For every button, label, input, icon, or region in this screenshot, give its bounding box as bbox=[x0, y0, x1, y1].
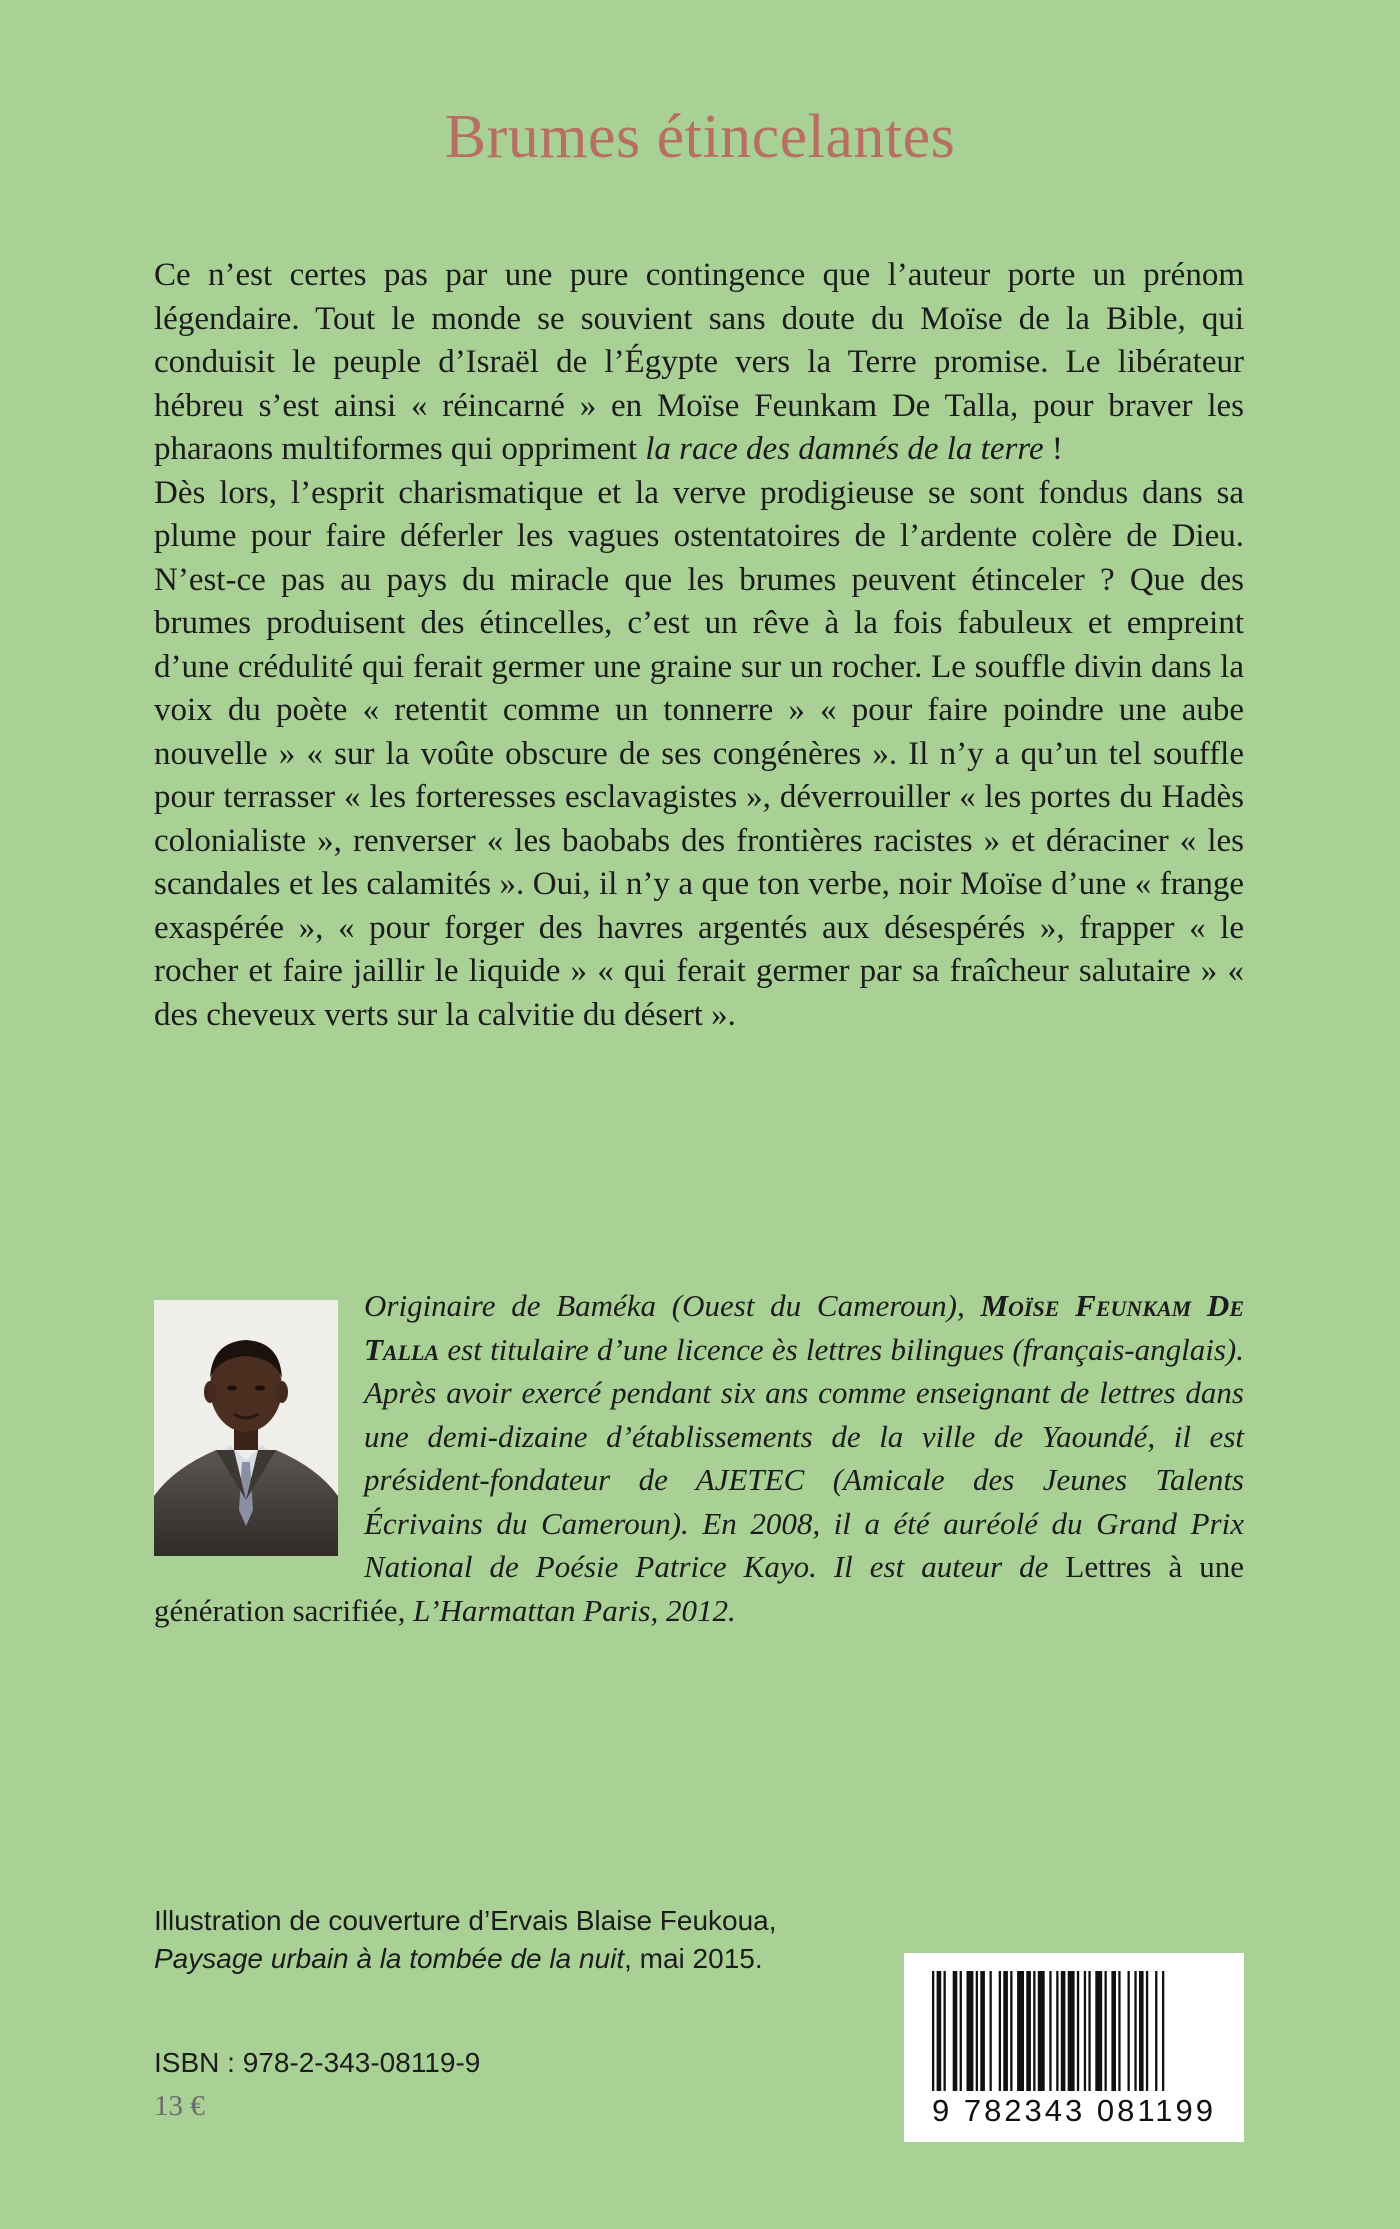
barcode-bar bbox=[1010, 1971, 1012, 2091]
barcode-bar bbox=[932, 1971, 934, 2091]
barcode-bar bbox=[1146, 1971, 1148, 2091]
barcode-bar bbox=[1095, 1971, 1102, 2091]
barcode-bar bbox=[1118, 1971, 1120, 2091]
barcode-bar bbox=[1056, 1971, 1058, 2091]
barcode-bar bbox=[1111, 1971, 1116, 2091]
barcode-bar bbox=[1162, 1971, 1164, 2091]
barcode-bar bbox=[953, 1971, 958, 2091]
barcode-bar bbox=[1105, 1971, 1107, 2091]
barcode-bar bbox=[1049, 1971, 1051, 2091]
isbn: ISBN : 978-2-343-08119-9 bbox=[154, 2047, 481, 2078]
barcode-bar bbox=[999, 1971, 1001, 2091]
author-bio: Originaire de Baméka (Ouest du Cameroun), Moïse Feunkam De Talla est titulaire d’une licence ès lettres bilingues (français-anglais). Après avoir exercé pendant six ans comme enseignant de lettres dans une demi-dizaine d’établissements de la ville de Yaoundé, il est président-fondateur de AJETEC (Amicale des Jeunes Talents Écrivains du Cameroun). En 2008, il a été auréolé du Grand Prix National de Poésie Patrice Kayo. Il est auteur de Lettres à une génération sacrifiée, L’Harmattan Paris, 2012. bbox=[154, 1288, 1244, 1628]
barcode-bar bbox=[960, 1971, 962, 2091]
price: 13 € bbox=[154, 2090, 205, 2122]
barcode-bar bbox=[1003, 1971, 1008, 2091]
barcode-bar bbox=[1084, 1971, 1086, 2091]
barcode-bar bbox=[967, 1971, 974, 2091]
blurb bbox=[154, 254, 1244, 1037]
barcode-bar bbox=[937, 1971, 942, 2091]
barcode-bar bbox=[1077, 1971, 1079, 2091]
author-portrait-icon bbox=[154, 1300, 338, 1556]
author-photo bbox=[154, 1300, 338, 1556]
barcode-bar bbox=[1017, 1971, 1024, 2091]
artwork-title: Paysage urbain à la tombée de la nuit bbox=[154, 1943, 625, 1974]
barcode-bar bbox=[976, 1971, 978, 2091]
quoted-phrase: la race des damnés de la terre bbox=[645, 431, 1044, 467]
barcode-bar bbox=[1026, 1971, 1031, 2091]
author-name: Moïse Feunkam De Talla bbox=[364, 1288, 1244, 1367]
barcode-bar bbox=[1128, 1971, 1130, 2091]
barcode-bar bbox=[1155, 1971, 1157, 2091]
barcode-bar bbox=[1139, 1971, 1144, 2091]
barcode-number: 9 782343 081199 bbox=[931, 2093, 1217, 2128]
barcode-bar bbox=[1038, 1971, 1045, 2091]
barcode-bar bbox=[1134, 1971, 1136, 2091]
barcode-bar bbox=[990, 1971, 992, 2091]
previous-book-title: Lettres à une génération sacrifiée bbox=[154, 1549, 1244, 1628]
blurb-paragraph-1: Ce n’est certes pas par une pure contingence que l’auteur porte un prénom légendaire. Tout le monde se souvient sans doute du Moïse de la Bible, qui conduisit le peuple d’Israël de l’Égypte vers la Terre promise. Le libérateur hébreu s’est ainsi « réincarné » en Moïse Feunkam De Talla, pour braver les pharaons multiformes qui oppriment la race des damnés de la terre ! bbox=[154, 257, 1244, 467]
blurb-paragraph-2: Dès lors, l’esprit charismatique et la verve prodigieuse se sont fondus dans sa plume pour faire déferler les vagues ostentatoires de l’ardente colère de Dieu. N’est-ce pas au pays du miracle que les brumes peuvent étinceler ? Que des brumes produisent des étincelles, c’est un rêve à la fois fabuleux et empreint d’une crédulité qui ferait germer une graine sur un rocher. Le souffle divin dans la voix du poète « retentit comme un tonnerre » « pour faire poindre une aube nouvelle » « sur la voûte obscure de ses congénères ». Il n’y a qu’un tel souffle pour terrasser « les forteresses esclavagistes », déverrouiller « les portes du Hadès colonialiste », renverser « les baobabs des frontières racistes » et déraciner « les scandales et les calamités ». Oui, il n’y a que ton verbe, noir Moïse d’une « frange exaspérée », « pour forger des havres argentés aux désespérés », frapper « le rocher et faire jaillir le liquide » « qui ferait germer par sa fraîcheur salutaire » « des cheveux verts sur la calvitie du désert ». bbox=[154, 474, 1244, 1033]
barcode-bar bbox=[1068, 1971, 1075, 2091]
cover-credits: Illustration de couverture d’Ervais Blaise Feukoua, Paysage urbain à la tombée de la nuit, mai 2015. bbox=[154, 1905, 777, 1974]
barcode-bar bbox=[944, 1971, 946, 2091]
barcode bbox=[904, 1953, 1244, 2142]
barcode-bar bbox=[1061, 1971, 1066, 2091]
barcode-bar bbox=[980, 1971, 985, 2091]
barcode-bar bbox=[1033, 1971, 1035, 2091]
barcode-bar bbox=[1088, 1971, 1090, 2091]
book-title: Brumes étincelantes bbox=[444, 103, 956, 171]
